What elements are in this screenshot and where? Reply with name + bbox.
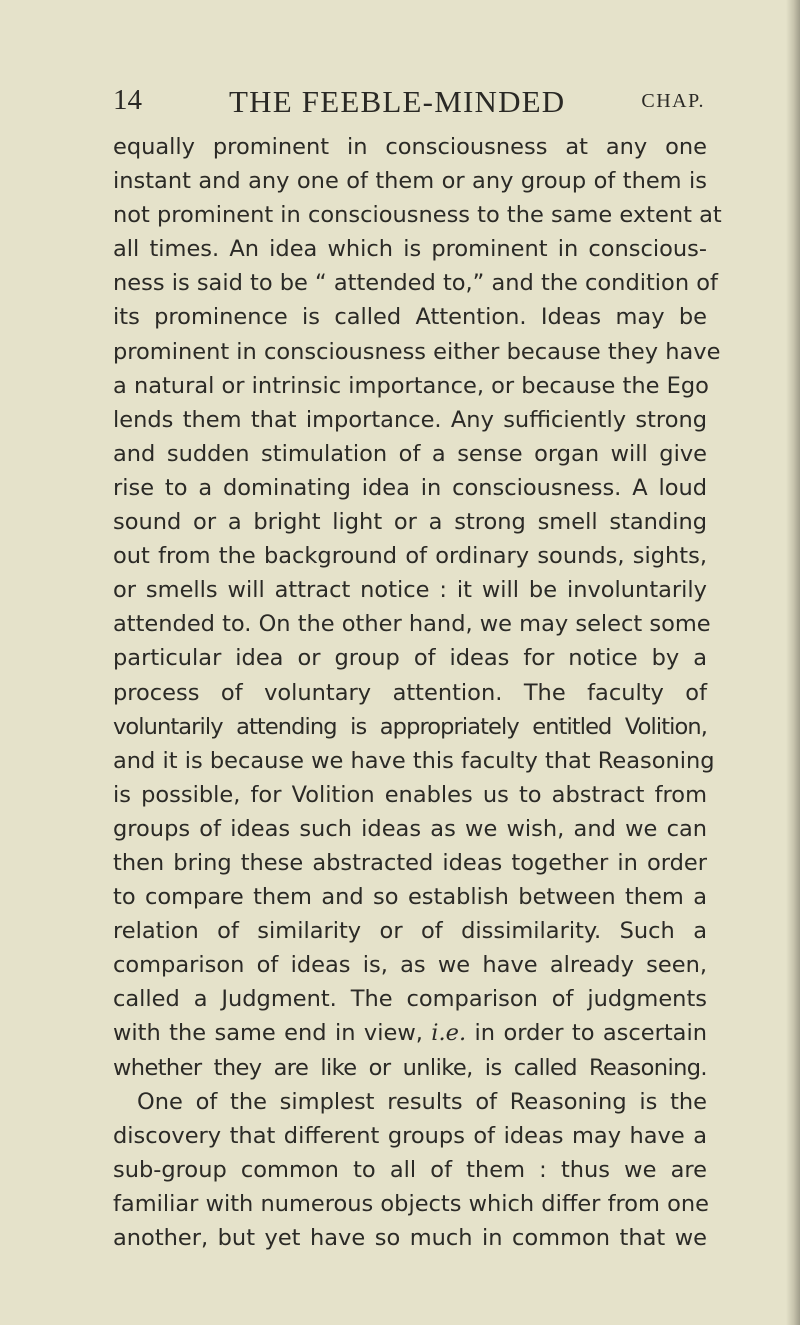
text-line: comparison of ideas is, as we have already seen, [113,952,707,979]
text-line: relation of similarity or of dissimilarity. Such a [113,918,707,945]
text-line: its prominence is called Attention. Ideas may be [113,304,707,331]
text-line: rise to a dominating idea in consciousness. A loud [113,474,707,501]
chapter-marker: CHAP. [641,90,705,112]
text-line: out from the background of ordinary sounds, sights, [113,543,707,570]
text-line: voluntarily attending is appropriately entitled Volition, [113,713,707,740]
text-line: not prominent in consciousness to the same extent at [113,202,722,229]
text-line-with-italic [113,1016,707,1050]
text-line: attended to. On the other hand, we may select some [113,611,711,638]
text-line: ness is said to be “ attended to,” and the condition of [113,270,718,297]
paragraph-first-line: One of the simplest results of Reasoning is the [137,1088,707,1115]
italic-ie: i.e. [431,1020,467,1047]
text-line: is possible, for Volition enables us to abstract from [113,781,707,808]
text-line: and it is because we have this faculty that Reasoning [113,747,715,774]
text-line: to compare them and so establish between them a [113,884,707,911]
text-line: prominent in consciousness either because they have [113,338,721,365]
text-line: and sudden stimulation of a sense organ will give [113,440,707,467]
text-line: a natural or intrinsic importance, or because the Ego [113,372,709,399]
text-line: equally prominent in consciousness at any one [113,134,707,160]
text-line: another, but yet have so much in common that we [113,1225,707,1251]
text-line: or smells will attract notice : it will be involuntarily [113,577,707,604]
text-line: groups of ideas such ideas as we wish, and we can [113,815,707,842]
text-line: sound or a bright light or a strong smell standing [113,509,707,536]
text-line: called a Judgment. The comparison of judgments [113,986,707,1013]
text-line: particular idea or group of ideas for notice by a [113,645,707,672]
text-line: sub-group common to all of them : thus we are [113,1156,707,1183]
text-line: lends them that importance. Any sufficiently strong [113,406,707,433]
text-fragment: in order to ascertain [474,1020,707,1047]
text-line: instant and any one of them or any group of them is [113,168,707,195]
text-fragment: with the same end in view, [113,1020,423,1047]
page-number: 14 [113,84,142,116]
text-line: process of voluntary attention. The faculty of [113,679,707,706]
running-title: THE FEEBLE-MINDED [229,84,566,119]
running-head [113,84,705,124]
text-line: then bring these abstracted ideas together in order [113,849,707,876]
text-line: whether they are like or unlike, is called Reasoning. [113,1054,707,1081]
page-edge-shadow [786,0,800,1325]
body-text [113,130,722,1255]
text-line: familiar with numerous objects which differ from one [113,1190,709,1217]
text-line: discovery that different groups of ideas may have a [113,1122,707,1149]
text-line: all times. An idea which is prominent in conscious- [113,236,707,263]
